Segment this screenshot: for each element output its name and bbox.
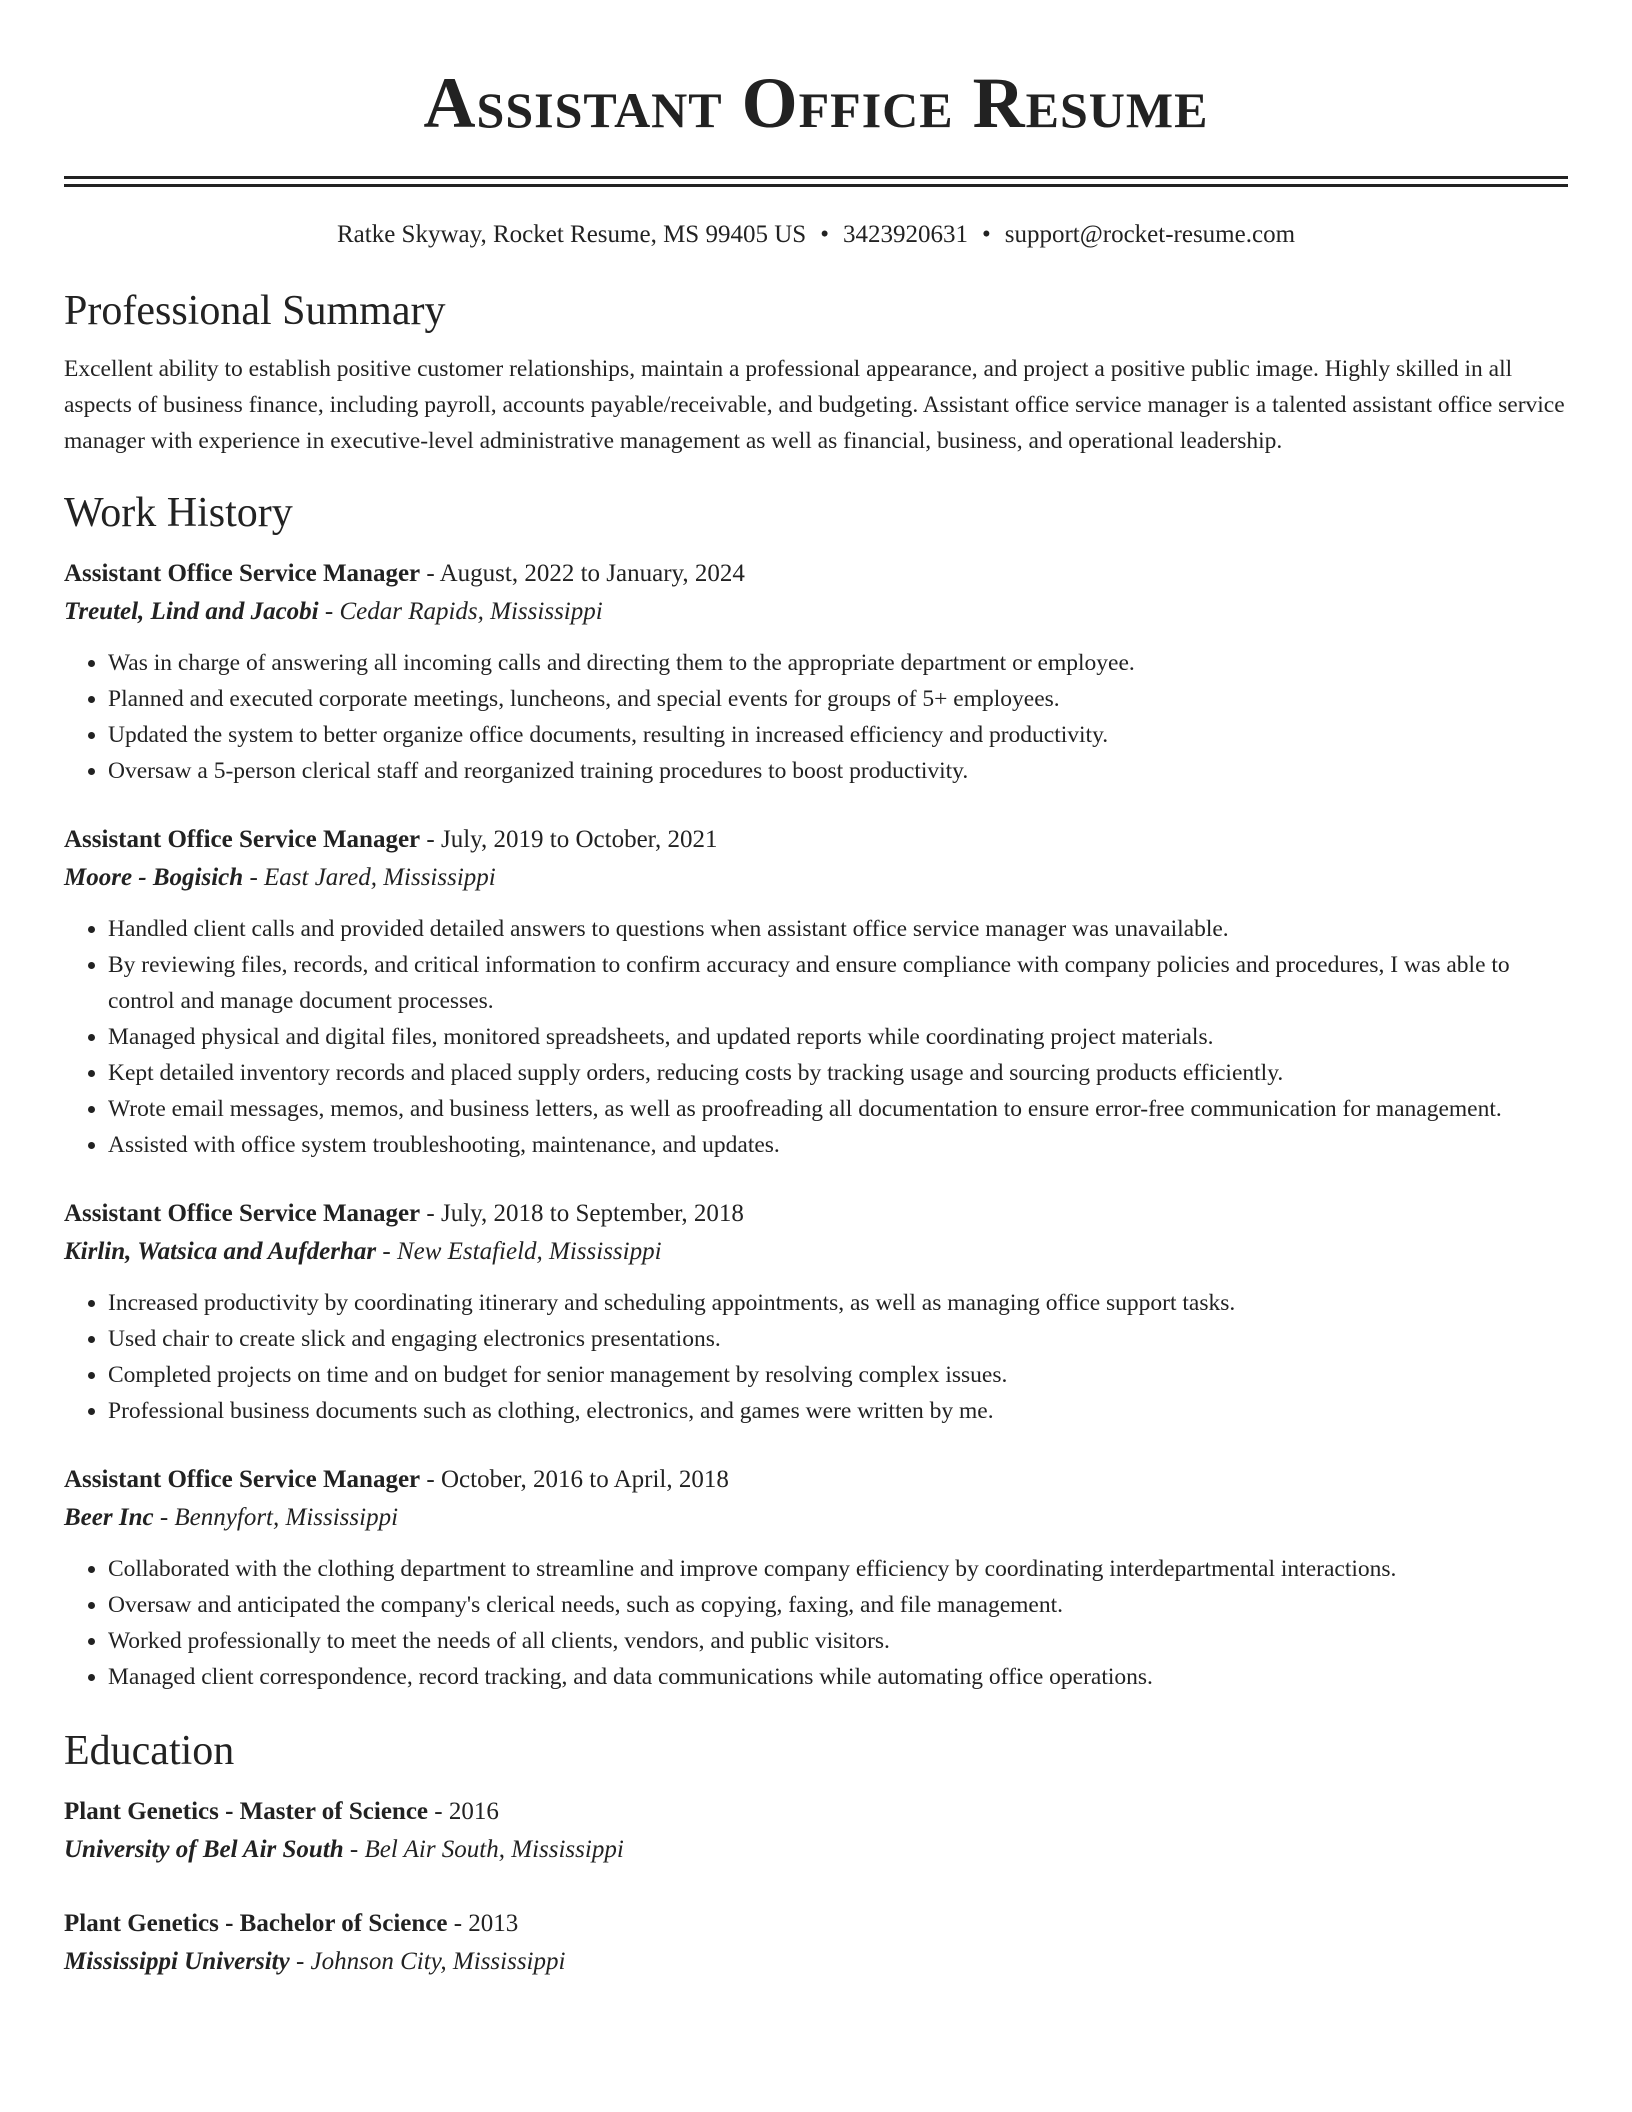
duty-item: • Used chair to create slick and engaging electronics presentations. xyxy=(108,1321,1568,1357)
duty-item: • Wrote email messages, memos, and business letters, as well as proofreading all documentation to ensure error-free communication for management. xyxy=(108,1091,1568,1127)
education-location: - Bel Air South, Mississippi xyxy=(343,1836,624,1863)
job-dates: - August, 2022 to January, 2024 xyxy=(420,560,745,587)
duty-item: • Managed physical and digital files, monitored spreadsheets, and updated reports while coordinating project materials. xyxy=(108,1019,1568,1055)
education-year: - 2016 xyxy=(428,1798,499,1825)
summary-section xyxy=(64,285,1568,459)
duty-item: • Managed client correspondence, record tracking, and data communications while automating office operations. xyxy=(108,1659,1568,1695)
duty-item: • Updated the system to better organize office documents, resulting in increased efficiency and productivity. xyxy=(108,717,1568,753)
duty-item: • Was in charge of answering all incoming calls and directing them to the appropriate department or employee. xyxy=(108,645,1568,681)
duty-item: • Completed projects on time and on budget for senior management by resolving complex issues. xyxy=(108,1357,1568,1393)
contact-separator: • xyxy=(820,221,829,248)
job-header xyxy=(64,1461,1568,1499)
duty-item: • Increased productivity by coordinating itinerary and scheduling appointments, as well as managing office support tasks. xyxy=(108,1285,1568,1321)
job-employer xyxy=(64,1233,1568,1271)
job-dates: - July, 2019 to October, 2021 xyxy=(420,826,718,853)
duty-item: • Collaborated with the clothing department to streamline and improve company efficiency by coordinating interdepartmental interactions. xyxy=(108,1551,1568,1587)
job-entry xyxy=(64,555,1568,789)
job-header xyxy=(64,555,1568,593)
education-entry xyxy=(64,1793,1568,1869)
job-dates: - July, 2018 to September, 2018 xyxy=(420,1200,744,1227)
job-role: Assistant Office Service Manager xyxy=(64,560,421,587)
job-location: - East Jared, Mississippi xyxy=(243,864,496,891)
education-school: University of Bel Air South xyxy=(64,1836,344,1863)
duty-item: • Handled client calls and provided detailed answers to questions when assistant office service manager was unavailable. xyxy=(108,911,1568,947)
job-dates: - October, 2016 to April, 2018 xyxy=(420,1466,729,1493)
education-heading: Education xyxy=(64,1728,235,1774)
job-location: - New Estafield, Mississippi xyxy=(376,1238,662,1265)
contact-line xyxy=(64,217,1568,253)
work-history-heading: Work History xyxy=(64,490,293,536)
education-entry xyxy=(64,1905,1568,1981)
contact-email: support@rocket-resume.com xyxy=(1004,221,1296,248)
work-history-section xyxy=(64,487,1568,1695)
education-school-line xyxy=(64,1831,1568,1869)
education-degree: Plant Genetics - Master of Science xyxy=(64,1798,429,1825)
education-location: - Johnson City, Mississippi xyxy=(289,1948,566,1975)
education-section xyxy=(64,1725,1568,1981)
contact-separator: • xyxy=(981,221,991,248)
job-location: - Cedar Rapids, Mississippi xyxy=(318,598,603,625)
contact-phone: 3423920631 xyxy=(842,221,968,248)
job-company: Treutel, Lind and Jacobi xyxy=(64,598,319,625)
job-role: Assistant Office Service Manager xyxy=(64,1200,421,1227)
duty-item: • Worked professionally to meet the needs of all clients, vendors, and public visitors. xyxy=(108,1623,1568,1659)
education-school: Mississippi University xyxy=(64,1948,290,1975)
job-company: Kirlin, Watsica and Aufderhar xyxy=(64,1238,377,1265)
job-entry xyxy=(64,821,1568,1163)
duty-item: • Oversaw and anticipated the company's clerical needs, such as copying, faxing, and file management. xyxy=(108,1587,1568,1623)
job-header xyxy=(64,821,1568,859)
job-employer xyxy=(64,593,1568,631)
job-location: - Bennyfort, Mississippi xyxy=(153,1504,399,1531)
job-duties xyxy=(64,1551,1568,1695)
duty-item: • Professional business documents such as clothing, electronics, and games were written by me. xyxy=(108,1393,1568,1429)
education-header xyxy=(64,1793,1568,1831)
duty-item: • By reviewing files, records, and critical information to confirm accuracy and ensure compliance with company policies and procedures, I was able to control and manage document processes. xyxy=(108,947,1568,1019)
education-school-line xyxy=(64,1943,1568,1981)
job-duties xyxy=(64,645,1568,789)
job-company: Moore - Bogisich xyxy=(64,864,244,891)
job-employer xyxy=(64,1499,1568,1537)
job-role: Assistant Office Service Manager xyxy=(64,826,421,853)
duty-item: • Oversaw a 5-person clerical staff and reorganized training procedures to boost productivity. xyxy=(108,753,1568,789)
duty-item: • Planned and executed corporate meetings, luncheons, and special events for groups of 5+ employees. xyxy=(108,681,1568,717)
education-year: - 2013 xyxy=(447,1910,519,1937)
duty-item: • Kept detailed inventory records and placed supply orders, reducing costs by tracking usage and sourcing products efficiently. xyxy=(108,1055,1568,1091)
job-entry xyxy=(64,1461,1568,1695)
job-company: Beer Inc xyxy=(64,1504,154,1531)
education-degree: Plant Genetics - Bachelor of Science xyxy=(64,1910,448,1937)
job-employer xyxy=(64,859,1568,897)
summary-text: Excellent ability to establish positive customer relationships, maintain a professional appearance, and project a positive public image. Highly skilled in all aspects of business finance, including payroll, accounts payable/receivable, and budgeting. Assistant office service manager is a talented assistant office service manager with experience in executive-level administrative management as well as financial, business, and operational leadership. xyxy=(64,356,1565,454)
job-header xyxy=(64,1195,1568,1233)
job-duties xyxy=(64,911,1568,1163)
education-header xyxy=(64,1905,1568,1943)
job-role: Assistant Office Service Manager xyxy=(64,1466,421,1493)
title-divider xyxy=(64,176,1568,187)
contact-address: Ratke Skyway, Rocket Resume, MS 99405 US xyxy=(336,221,807,248)
job-entry xyxy=(64,1195,1568,1429)
job-duties xyxy=(64,1285,1568,1429)
duty-item: • Assisted with office system troubleshooting, maintenance, and updates. xyxy=(108,1127,1568,1163)
resume-title: Assistant Office Resume xyxy=(423,63,1209,143)
summary-heading: Professional Summary xyxy=(64,288,446,334)
